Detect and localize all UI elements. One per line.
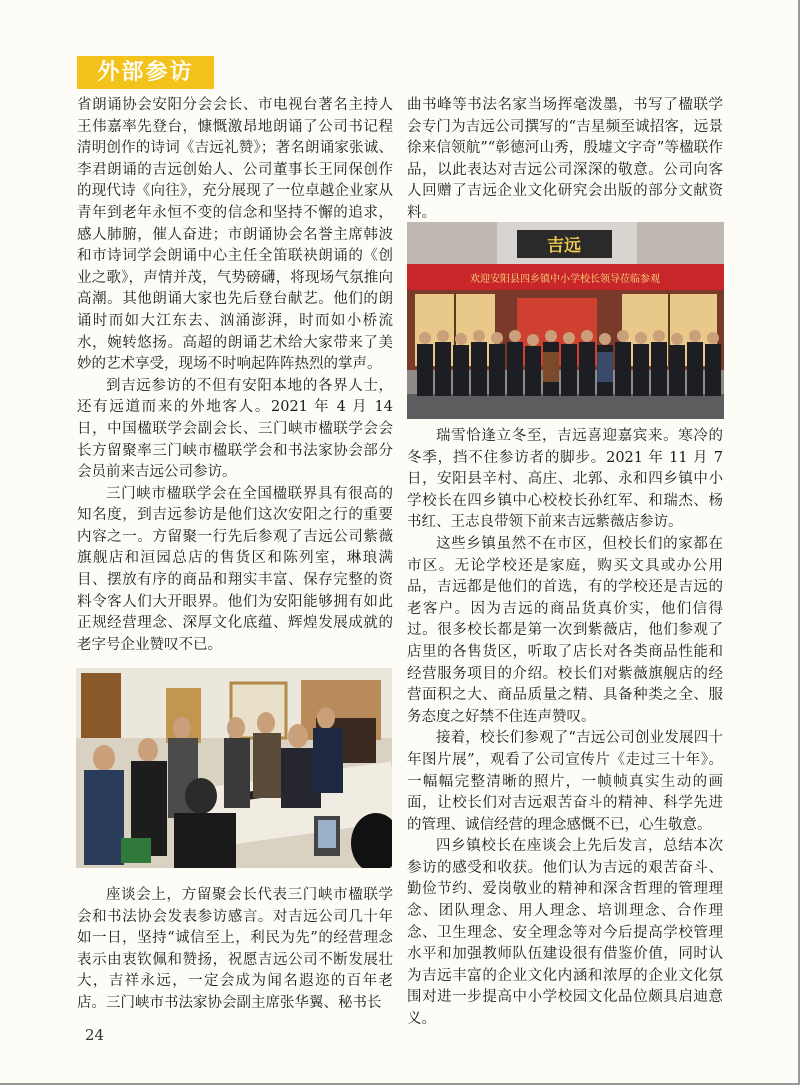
page-number: 24 [85, 1026, 105, 1044]
right-column-top [407, 95, 723, 225]
group-photo-illustration [407, 222, 724, 419]
paragraph: 曲书峰等书法名家当场挥毫泼墨，书写了楹联学会专门为吉远公司撰写的“吉星频至诚招客，远景徐来信领航”“彰德河山秀，殷墟文字奇”等楹联作品，以此表达对吉远公司深深的敬意。公司向客人回赠了吉远企业文化研究会出版的部分文献资料。 [407, 97, 723, 221]
section-tag: 外部参访 [77, 56, 214, 89]
calligraphy-visit-photo [76, 668, 392, 868]
paragraph: 三门峡市楹联学会在全国楹联界具有很高的知名度，到吉远参访是他们这次安阳之行的重要内容之一。方留聚一行先后参观了吉远公司紫薇旗舰店和洹园总店的售货区和陈列室，琳琅满目、摆放有序的商品和翔实丰富、保存完整的资料令客人们大开眼界。他们为安阳能够拥有如此正规经营理念、深厚文化底蕴、辉煌发展成就的老字号企业赞叹不已。 [77, 485, 393, 653]
banner-text: 欢迎安阳县四乡镇中小学校长领导莅临参观 [470, 274, 660, 285]
left-column-bottom [77, 885, 393, 1015]
calligraphy-visit-illustration [76, 668, 392, 868]
paragraph: 瑞雪恰逢立冬至，吉远喜迎嘉宾来。寒冷的冬季，挡不住参访者的脚步。2021 年 11 月 7 日，安阳县辛村、高庄、北郭、永和四乡镇中小学校长在四乡镇中心校校长孙红军、和瑞杰、杨书红、王志良带领下前来吉远紫薇店参访。 [407, 428, 723, 531]
paragraph: 座谈会上，方留聚会长代表三门峡市楹联学会和书法协会发表参访感言。对吉远公司几十年如一日，坚持“诚信至上，利民为先”的经营理念表示由衷钦佩和赞扬，祝愿吉远公司不断发展壮大，吉祥永远，一定会成为闻名遐迩的百年老店。三门峡市书法家协会副主席张华翼、秘书长 [77, 887, 393, 1011]
paragraph: 这些乡镇虽然不在市区，但校长们的家都在市区。无论学校还是家庭，购买文具或办公用品，吉远都是他们的首选，有的学校还是吉远的老客户。因为吉远的商品货真价实，他们信得过。很多校长都是第一次到紫薇店，他们参观了店里的各售货区，听取了店长对各类商品性能和经营服务项目的介绍。校长们对紫薇旗舰店的经营面积之大、商品质量之精、具备种类之全、服务态度之好禁不住连声赞叹。 [407, 535, 723, 725]
left-column-top [77, 95, 393, 656]
paragraph: 省朗诵协会安阳分会会长、市电视台著名主持人王伟嘉率先登台，慷慨激昂地朗诵了公司书记程清明创作的诗词《吉远礼赞》；著名朗诵家张诚、李君朗诵的吉远创始人、公司董事长王同保创作的现代诗《向往》，充分展现了一位卓越企业家从青年到老年永恒不变的信念和坚持不懈的追求，感人肺腑，催人奋进；市朗诵协会名誉主席韩波和市诗词学会朗诵中心主任全笛联袂朗诵的《创业之歌》，声情并茂，气势磅礴，将现场气氛推向高潮。其他朗诵大家也先后登台献艺。他们的朗诵时而如大江东去、汹涌澎湃，时而如小桥流水，婉转悠扬。高超的朗诵艺术给大家带来了美妙的艺术享受，现场不时响起阵阵热烈的掌声。 [77, 97, 393, 373]
store-sign-text: 吉远 [547, 236, 581, 256]
group-photo [407, 222, 724, 419]
paragraph: 到吉远参访的不但有安阳本地的各界人士，还有远道而来的外地客人。2021 年 4 月 14 日，中国楹联学会副会长、三门峡市楹联学会会长方留聚率三门峡市楹联学会和书法家协会部分会员前来吉远公司参访。 [77, 377, 393, 481]
paragraph: 四乡镇校长在座谈会上先后发言，总结本次参访的感受和收获。他们认为吉远的艰苦奋斗、勤俭节约、爱岗敬业的精神和深含哲理的管理理念、团队理念、用人理念、培训理念、合作理念、卫生理念、安全理念等对今后提高学校管理水平和加强教师队伍建设很有借鉴价值，同时认为吉远丰富的企业文化内涵和浓厚的企业文化氛围对进一步提高中小学校园文化品位颇具启迪意义。 [407, 838, 723, 1028]
right-column-bottom [407, 426, 723, 1031]
paragraph: 接着，校长们参观了“吉远公司创业发展四十年图片展”，观看了公司宣传片《走过三十年》。一幅幅完整清晰的照片，一帧帧真实生动的画面，让校长们对吉远艰苦奋斗的精神、科学先进的管理、诚信经营的理念感慨不已，心生敬意。 [407, 730, 723, 833]
